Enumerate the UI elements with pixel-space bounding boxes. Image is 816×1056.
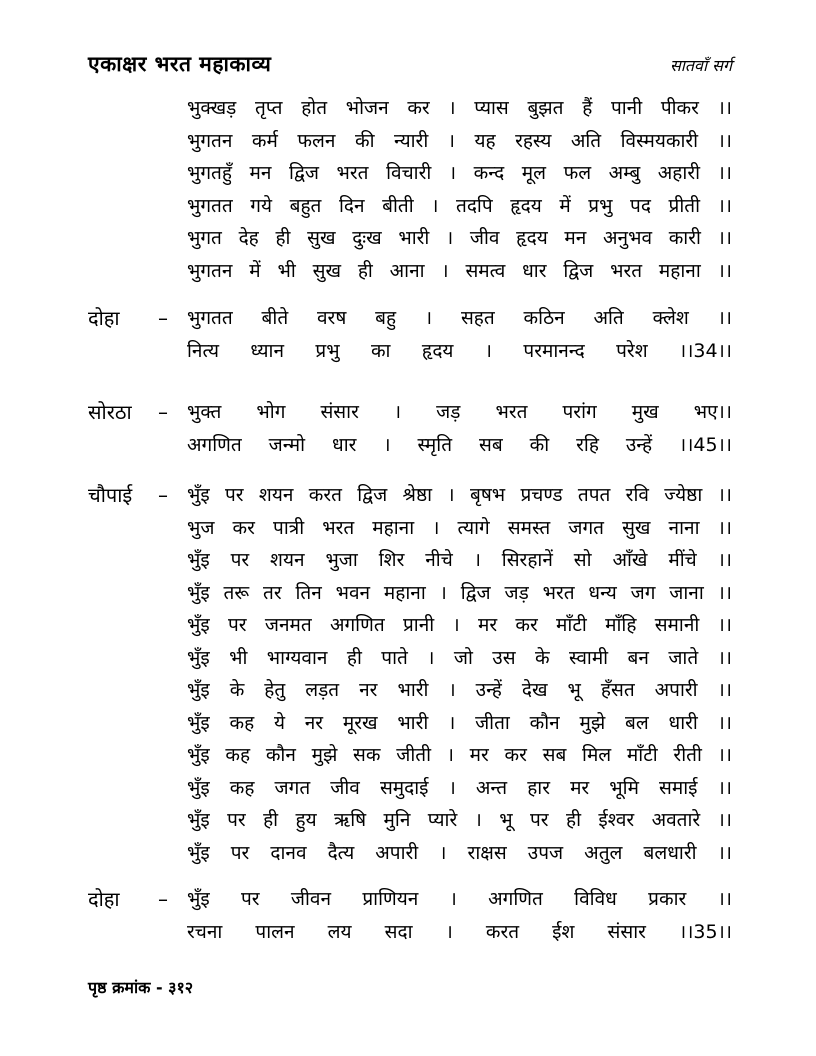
verse-line: भुगतत बीते वरष बहु । सहत कठिन अति क्लेश ।। <box>187 307 732 329</box>
verse-line: नित्य ध्यान प्रभु का हृदय । परमानन्द परेश ।।34।। <box>187 339 732 362</box>
verse-line: भुँइ कह ये नर मूरख भारी । जीता कौन मुझे बल धारी ।। <box>187 711 732 734</box>
verse-line: अगणित जन्मो धार । स्मृति सब की रहि उन्हें ।।45।। <box>187 433 732 456</box>
stanza-lines <box>187 92 732 287</box>
verse-line: भुगत देह ही सुख दुःख भारी । जीव हृदय मन अनुभव कारी ।। <box>187 227 732 249</box>
verse-line: भुगतन कर्म फलन की न्यारी । यह रहस्य अति विस्मयकारी ।। <box>187 129 732 152</box>
verse-line: भुक्त भोग संसार । जड़ भरत परांग मुख भए।। <box>187 401 732 423</box>
verse-line: भुँइ पर जीवन प्राणियन । अगणित विविध प्रकार ।। <box>187 888 732 910</box>
stanza-dash: – <box>158 400 168 424</box>
verse-line: रचना पालन लय सदा । करत ईश संसार ।।35।। <box>187 920 732 943</box>
stanza-doha <box>88 883 732 948</box>
stanza-dash: – <box>158 306 168 330</box>
stanza-label: चौपाई <box>88 483 133 507</box>
stanza-dash: – <box>158 483 168 507</box>
verse-line: भुँइ तरू तर तिन भवन महाना । द्विज जड़ भरत धन्य जग जाना ।। <box>187 581 732 604</box>
stanza-label: दोहा <box>88 306 120 330</box>
verse-line: भुँइ पर ही हुय ऋषि मुनि प्यारे । भू पर ही ईश्वर अवतारे ।। <box>187 809 732 831</box>
stanza-chaupai <box>88 479 732 869</box>
stanza-lines <box>187 479 732 869</box>
book-title: एकाक्षर भरत महाकाव्य <box>88 52 272 76</box>
stanza-label: दोहा <box>88 887 120 911</box>
verse-line: भुँइ कह जगत जीव समुदाई । अन्त हार मर भूमि समाई ।। <box>187 776 732 799</box>
stanza-label: सोरठा <box>88 400 132 424</box>
verse-line: भुँइ कह कौन मुझे सक जीती । मर कर सब मिल माँटी रीती ।। <box>187 744 732 766</box>
verse-line: भुक्खड़ तृप्त होत भोजन कर । प्यास बुझत हैं पानी पीकर ।। <box>187 97 732 119</box>
verse-line: भुज कर पात्री भरत महाना । त्यागे समस्त जगत सुख नाना ।। <box>187 516 732 539</box>
stanza-lines <box>187 883 732 948</box>
verse-line: भुँइ पर शयन करत द्विज श्रेष्ठा । बृषभ प्रचण्ड तपत रवि ज्येष्ठा ।। <box>187 484 732 506</box>
stanza-continuation <box>88 92 732 287</box>
page-number-label: पृष्ठ क्रमांक - ३१२ <box>88 978 194 997</box>
stanza-soratha <box>88 396 732 461</box>
verse-line: भुँइ के हेतु लड़त नर भारी । उन्हें देख भू हँसत अपारी ।। <box>187 679 732 701</box>
chapter-title: सातवाँ सर्ग <box>669 56 732 75</box>
verse-line: भुगतहुँ मन द्विज भरत विचारी । कन्द मूल फल अम्बु अहारी ।। <box>187 162 732 184</box>
verse-line: भुँइ भी भाग्यवान ही पाते । जो उस के स्वामी बन जाते ।। <box>187 646 732 669</box>
verse-line: भुँइ पर शयन भुजा शिर नीचे । सिरहानें सो आँखे मींचे ।। <box>187 549 732 571</box>
verse-line: भुँइ पर जनमत अगणित प्रानी । मर कर माँटी माँहि समानी ।। <box>187 614 732 636</box>
verse-line: भुगतत गये बहुत दिन बीती । तदपि हृदय में प्रभु पद प्रीती ।। <box>187 194 732 217</box>
verse-line: भुँइ पर दानव दैत्य अपारी । राक्षस उपज अतुल बलधारी ।। <box>187 841 732 864</box>
page-footer <box>88 976 732 1000</box>
page-header <box>88 50 732 82</box>
stanza-doha <box>88 302 732 367</box>
verse-line: भुगतन में भी सुख ही आना । समत्व धार द्विज भरत महाना ।। <box>187 259 732 282</box>
stanza-lines <box>187 302 732 367</box>
stanza-lines <box>187 396 732 461</box>
stanza-dash: – <box>158 887 168 911</box>
